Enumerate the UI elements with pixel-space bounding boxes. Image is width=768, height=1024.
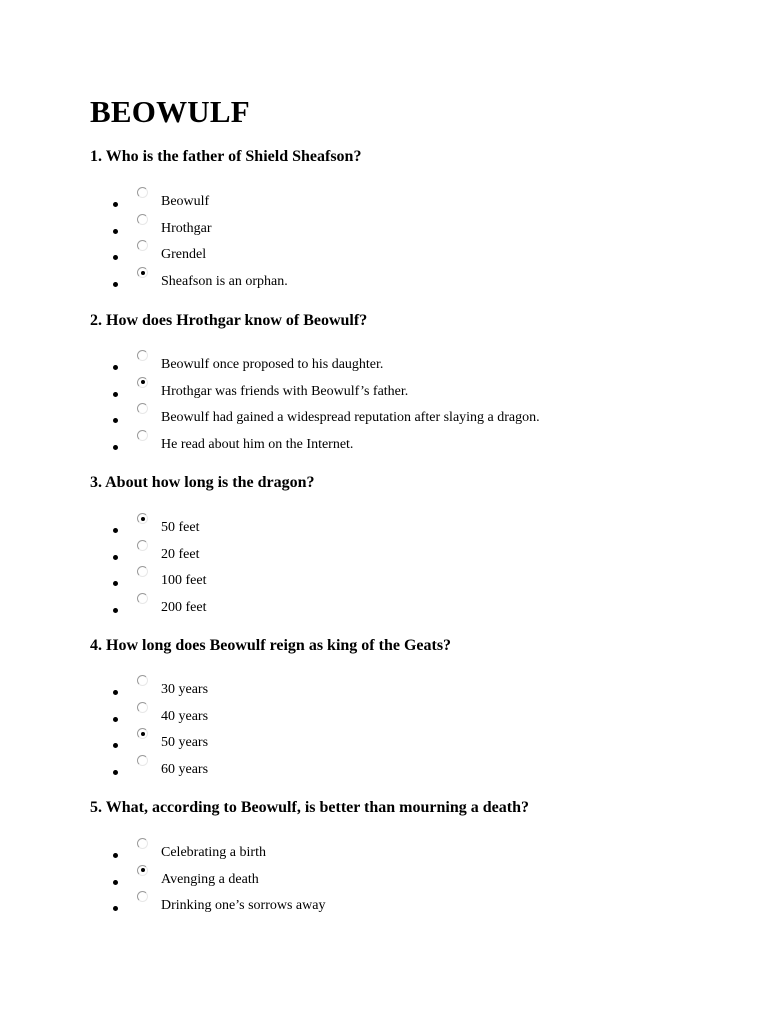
option-label[interactable]: 200 feet <box>161 600 207 616</box>
question-5-heading: 5. What, according to Beowulf, is better than mourning a death? <box>90 799 529 816</box>
bullet-icon <box>113 743 118 748</box>
bullet-icon <box>113 255 118 260</box>
bullet-icon <box>113 906 118 911</box>
radio-button[interactable] <box>137 430 148 441</box>
list-item <box>0 897 700 924</box>
list-item <box>0 761 700 788</box>
bullet-icon <box>113 365 118 370</box>
radio-button[interactable] <box>137 403 148 414</box>
radio-button[interactable] <box>137 350 148 361</box>
radio-button[interactable] <box>137 675 148 686</box>
list-item <box>0 436 700 463</box>
list-item <box>0 273 700 300</box>
bullet-icon <box>113 392 118 397</box>
option-label[interactable]: 100 feet <box>161 573 207 589</box>
page-title: BEOWULF <box>90 94 250 129</box>
option-label[interactable]: Grendel <box>161 247 207 263</box>
list-item <box>0 681 700 708</box>
bullet-icon <box>113 581 118 586</box>
question-1-options <box>0 193 700 300</box>
radio-button[interactable] <box>137 891 148 902</box>
radio-button[interactable] <box>137 755 148 766</box>
option-label[interactable]: He read about him on the Internet. <box>161 437 354 453</box>
question-4-heading: 4. How long does Beowulf reign as king of the Geats? <box>90 637 452 654</box>
bullet-icon <box>113 282 118 287</box>
list-item <box>0 708 700 735</box>
option-label[interactable]: Drinking one’s sorrows away <box>161 898 326 914</box>
option-label[interactable]: Avenging a death <box>161 871 259 887</box>
option-label[interactable]: 40 years <box>161 708 209 724</box>
radio-button[interactable] <box>137 702 148 713</box>
bullet-icon <box>113 770 118 775</box>
question-4-options <box>0 681 700 788</box>
list-item <box>0 246 700 273</box>
list-item <box>0 572 700 599</box>
question-2-options <box>0 356 700 463</box>
option-label[interactable]: Sheafson is an orphan. <box>161 274 288 290</box>
option-label[interactable]: Hrothgar was friends with Beowulf’s father. <box>161 383 409 399</box>
radio-button[interactable] <box>137 540 148 551</box>
option-label[interactable]: Beowulf once proposed to his daughter. <box>161 357 384 372</box>
option-label[interactable]: Beowulf had gained a widespread reputation after slaying a dragon. <box>161 410 540 426</box>
question-2-heading: 2. How does Hrothgar know of Beowulf? <box>90 312 368 329</box>
radio-button[interactable] <box>137 838 148 849</box>
list-item <box>0 383 700 410</box>
question-3-options <box>0 519 700 626</box>
list-item <box>0 519 700 546</box>
list-item <box>0 599 700 626</box>
radio-button[interactable] <box>137 865 148 876</box>
bullet-icon <box>113 880 118 885</box>
bullet-icon <box>113 853 118 858</box>
radio-button[interactable] <box>137 214 148 225</box>
question-5-options <box>0 844 700 924</box>
option-label[interactable]: 20 feet <box>161 546 200 562</box>
option-label[interactable]: Celebrating a birth <box>161 845 266 860</box>
bullet-icon <box>113 418 118 423</box>
bullet-icon <box>113 690 118 695</box>
list-item <box>0 356 700 383</box>
option-label[interactable]: 30 years <box>161 682 209 697</box>
bullet-icon <box>113 202 118 207</box>
list-item <box>0 193 700 220</box>
radio-button[interactable] <box>137 240 148 251</box>
bullet-icon <box>113 229 118 234</box>
option-label[interactable]: Hrothgar <box>161 220 212 236</box>
radio-button[interactable] <box>137 377 148 388</box>
option-label[interactable]: 50 years <box>161 735 209 751</box>
option-label[interactable]: Beowulf <box>161 194 210 209</box>
bullet-icon <box>113 717 118 722</box>
radio-button[interactable] <box>137 187 148 198</box>
list-item <box>0 220 700 247</box>
option-label[interactable]: 60 years <box>161 762 209 778</box>
bullet-icon <box>113 445 118 450</box>
question-1-heading: 1. Who is the father of Shield Sheafson? <box>90 148 362 165</box>
bullet-icon <box>113 608 118 613</box>
radio-button[interactable] <box>137 513 148 524</box>
bullet-icon <box>113 528 118 533</box>
radio-button[interactable] <box>137 566 148 577</box>
list-item <box>0 409 700 436</box>
option-label[interactable]: 50 feet <box>161 520 200 535</box>
bullet-icon <box>113 555 118 560</box>
list-item <box>0 546 700 573</box>
radio-button[interactable] <box>137 593 148 604</box>
radio-button[interactable] <box>137 728 148 739</box>
list-item <box>0 734 700 761</box>
question-3-heading: 3. About how long is the dragon? <box>90 474 315 491</box>
list-item <box>0 871 700 898</box>
list-item <box>0 844 700 871</box>
radio-button[interactable] <box>137 267 148 278</box>
